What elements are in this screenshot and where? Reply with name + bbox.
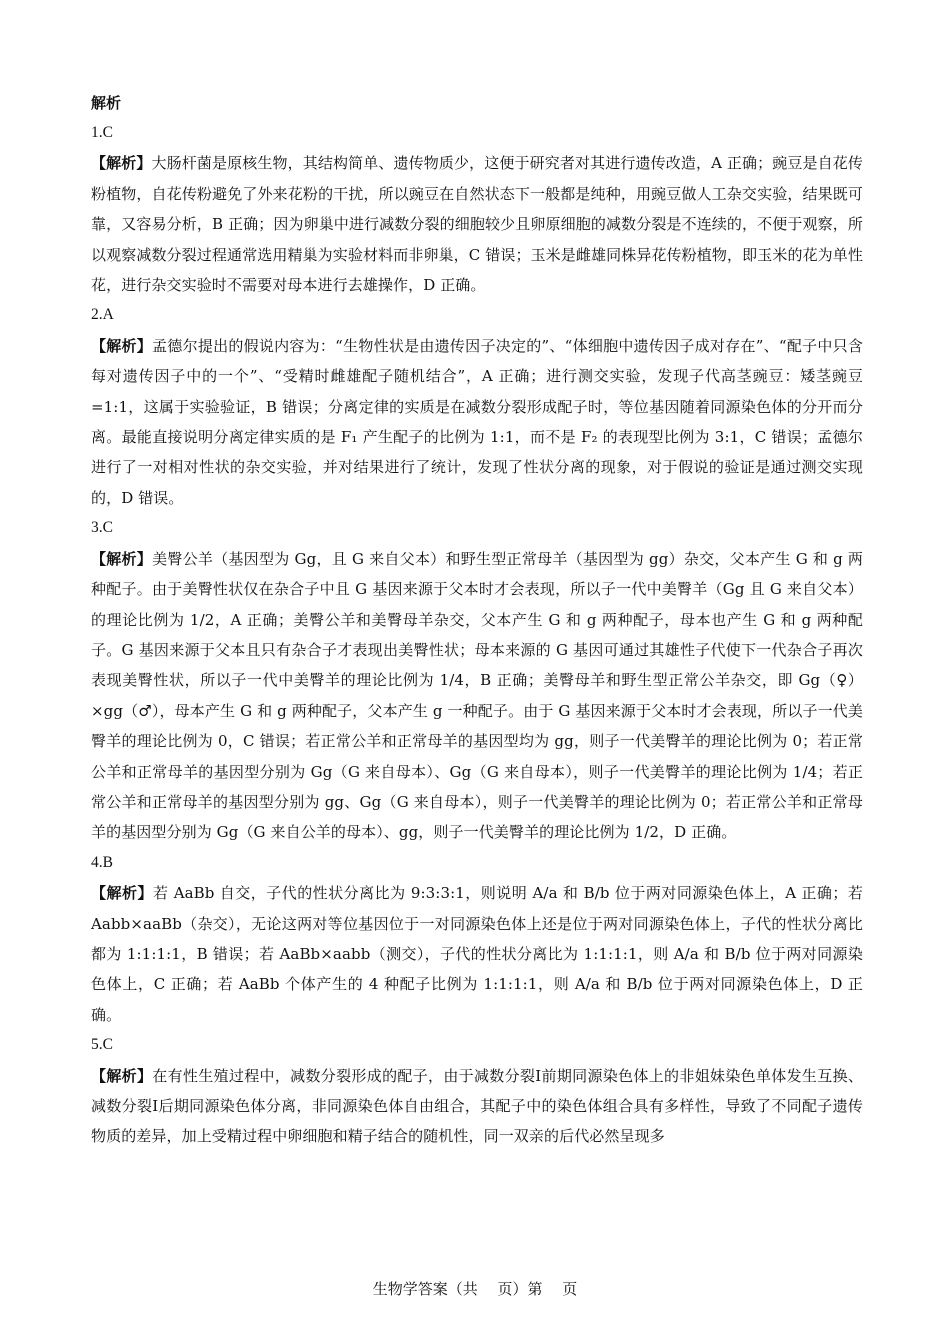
explanation-paragraph [91, 331, 863, 513]
explanation-paragraph [91, 878, 863, 1030]
explanation-tag: 【解析】 [91, 154, 152, 173]
answer-key: 5.C [91, 1036, 113, 1054]
explanation-paragraph [91, 544, 863, 848]
answer-item-3 [91, 513, 863, 847]
answer-key: 4.B [91, 853, 113, 871]
explanation-paragraph [91, 148, 863, 300]
answer-key: 3.C [91, 519, 113, 537]
answer-document [91, 88, 863, 1152]
explanation-text: 在有性生殖过程中，减数分裂形成的配子，由于减数分裂Ⅰ前期同源染色体上的非姐妹染色单体发生互换、减数分裂Ⅰ后期同源染色体分离，非同源染色体自由组合，其配子中的染色体组合具有多样性，导致了不同配子遗传物质的差异，加上受精过程中卵细胞和精子结合的随机性，同一双亲的后代必然呈现多 [91, 1066, 863, 1146]
explanation-tag: 【解析】 [91, 336, 153, 355]
answer-item-1 [91, 118, 863, 300]
explanation-tag: 【解析】 [91, 549, 153, 568]
answer-key: 1.C [91, 124, 113, 141]
explanation-text: 美臀公羊（基因型为 Gg，且 G 来自父本）和野生型正常母羊（基因型为 gg）杂交，父本产生 G 和 g 两种配子。由于美臀性状仅在杂合子中且 G 基因来源于父本时才会表现，所以子一代中美臀羊（Gg 且 G 来自父本）的理论比例为 1/2，A 正确；美臀公羊和美臀母羊杂交，父本产生 G 和 g 两种配子，母本也产生 G 和 g 两种配子。G 基因来源于父本且只有杂合子才表现出美臀性状；母本来源的 G 基因可通过其雄性子代使下一代杂合子再次表现美臀性状，所以子一代中美臀羊的理论比例为 1/4，B 正确；美臀母羊和野生型正常公羊杂交，即 Gg（♀）×gg（♂），母本产生 G 和 g 两种配子，父本产生 g 一种配子。由于 G 基因来源于父本时才会表现，所以子一代美臀羊的理论比例为 0，C 错误；若正常公羊和正常母羊的基因型均为 gg，则子一代美臀羊的理论比例为 0；若正常公羊和正常母羊的基因型分别为 Gg（G 来自母本）、Gg（G 来自母本），则子一代美臀羊的理论比例为 1/4；若正常公羊和正常母羊的基因型分别为 gg、Gg（G 来自母本），则子一代美臀羊的理论比例为 0；若正常公羊和正常母羊的基因型分别为 Gg（G 来自公羊的母本）、gg，则子一代美臀羊的理论比例为 1/2，D 正确。 [91, 549, 864, 842]
explanation-tag: 【解析】 [91, 1066, 153, 1085]
explanation-paragraph [91, 1061, 863, 1152]
answer-key: 2.A [91, 306, 114, 324]
section-title: 解析 [91, 94, 122, 112]
answer-item-2 [91, 300, 863, 513]
explanation-text: 孟德尔提出的假说内容为：“生物性状是由遗传因子决定的”、“体细胞中遗传因子成对存在”、“配子中只含每对遗传因子中的一个”、“受精时雌雄配子随机结合”，A 正确；进行测交实验，发现子代高茎豌豆：矮茎豌豆=1:1，这属于实验验证，B 错误；分离定律的实质是在减数分裂形成配子时，等位基因随着同源染色体的分开而分离。最能直接说明分离定律实质的是 F₁ 产生配子的比例为 1:1，而不是 F₂ 的表现型比例为 3:1，C 错误；孟德尔进行了一对相对性状的杂交实验，并对结果进行了统计，发现了性状分离的现象，对于假说的验证是通过测交实现的，D 错误。 [91, 336, 863, 507]
answer-item-5 [91, 1030, 863, 1152]
page-footer: 生物学答案（共 页）第 页 [372, 1280, 578, 1298]
explanation-tag: 【解析】 [91, 884, 153, 903]
explanation-text: 若 AaBb 自交，子代的性状分离比为 9:3:3:1，则说明 A/a 和 B/b 位于两对同源染色体上，A 正确；若 Aabb×aaBb（杂交），无论这两对等位基因位于一对同源染色体上还是位于两对同源染色体上，子代的性状分离比都为 1:1:1:1，B 错误；若 AaBb×aabb（测交），子代的性状分离比为 1:1:1:1，则 A/a 和 B/b 位于两对同源染色体上，C 正确；若 AaBb 个体产生的 4 种配子比例为 1:1:1:1，则 A/a 和 B/b 位于两对同源染色体上，D 正确。 [91, 884, 863, 1024]
explanation-text: 大肠杆菌是原核生物，其结构简单、遗传物质少，这便于研究者对其进行遗传改造，A 正确；豌豆是自花传粉植物，自花传粉避免了外来花粉的干扰，所以豌豆在自然状态下一般都是纯种，用豌豆做人工杂交实验，结果既可靠，又容易分析，B 正确；因为卵巢中进行减数分裂的细胞较少且卵原细胞的减数分裂是不连续的，不便于观察，所以观察减数分裂过程通常选用精巢为实验材料而非卵巢，C 错误；玉米是雌雄同株异花传粉植物，即玉米的花为单性花，进行杂交实验时不需要对母本进行去雄操作，D 正确。 [91, 154, 863, 295]
answer-item-4 [91, 848, 863, 1030]
